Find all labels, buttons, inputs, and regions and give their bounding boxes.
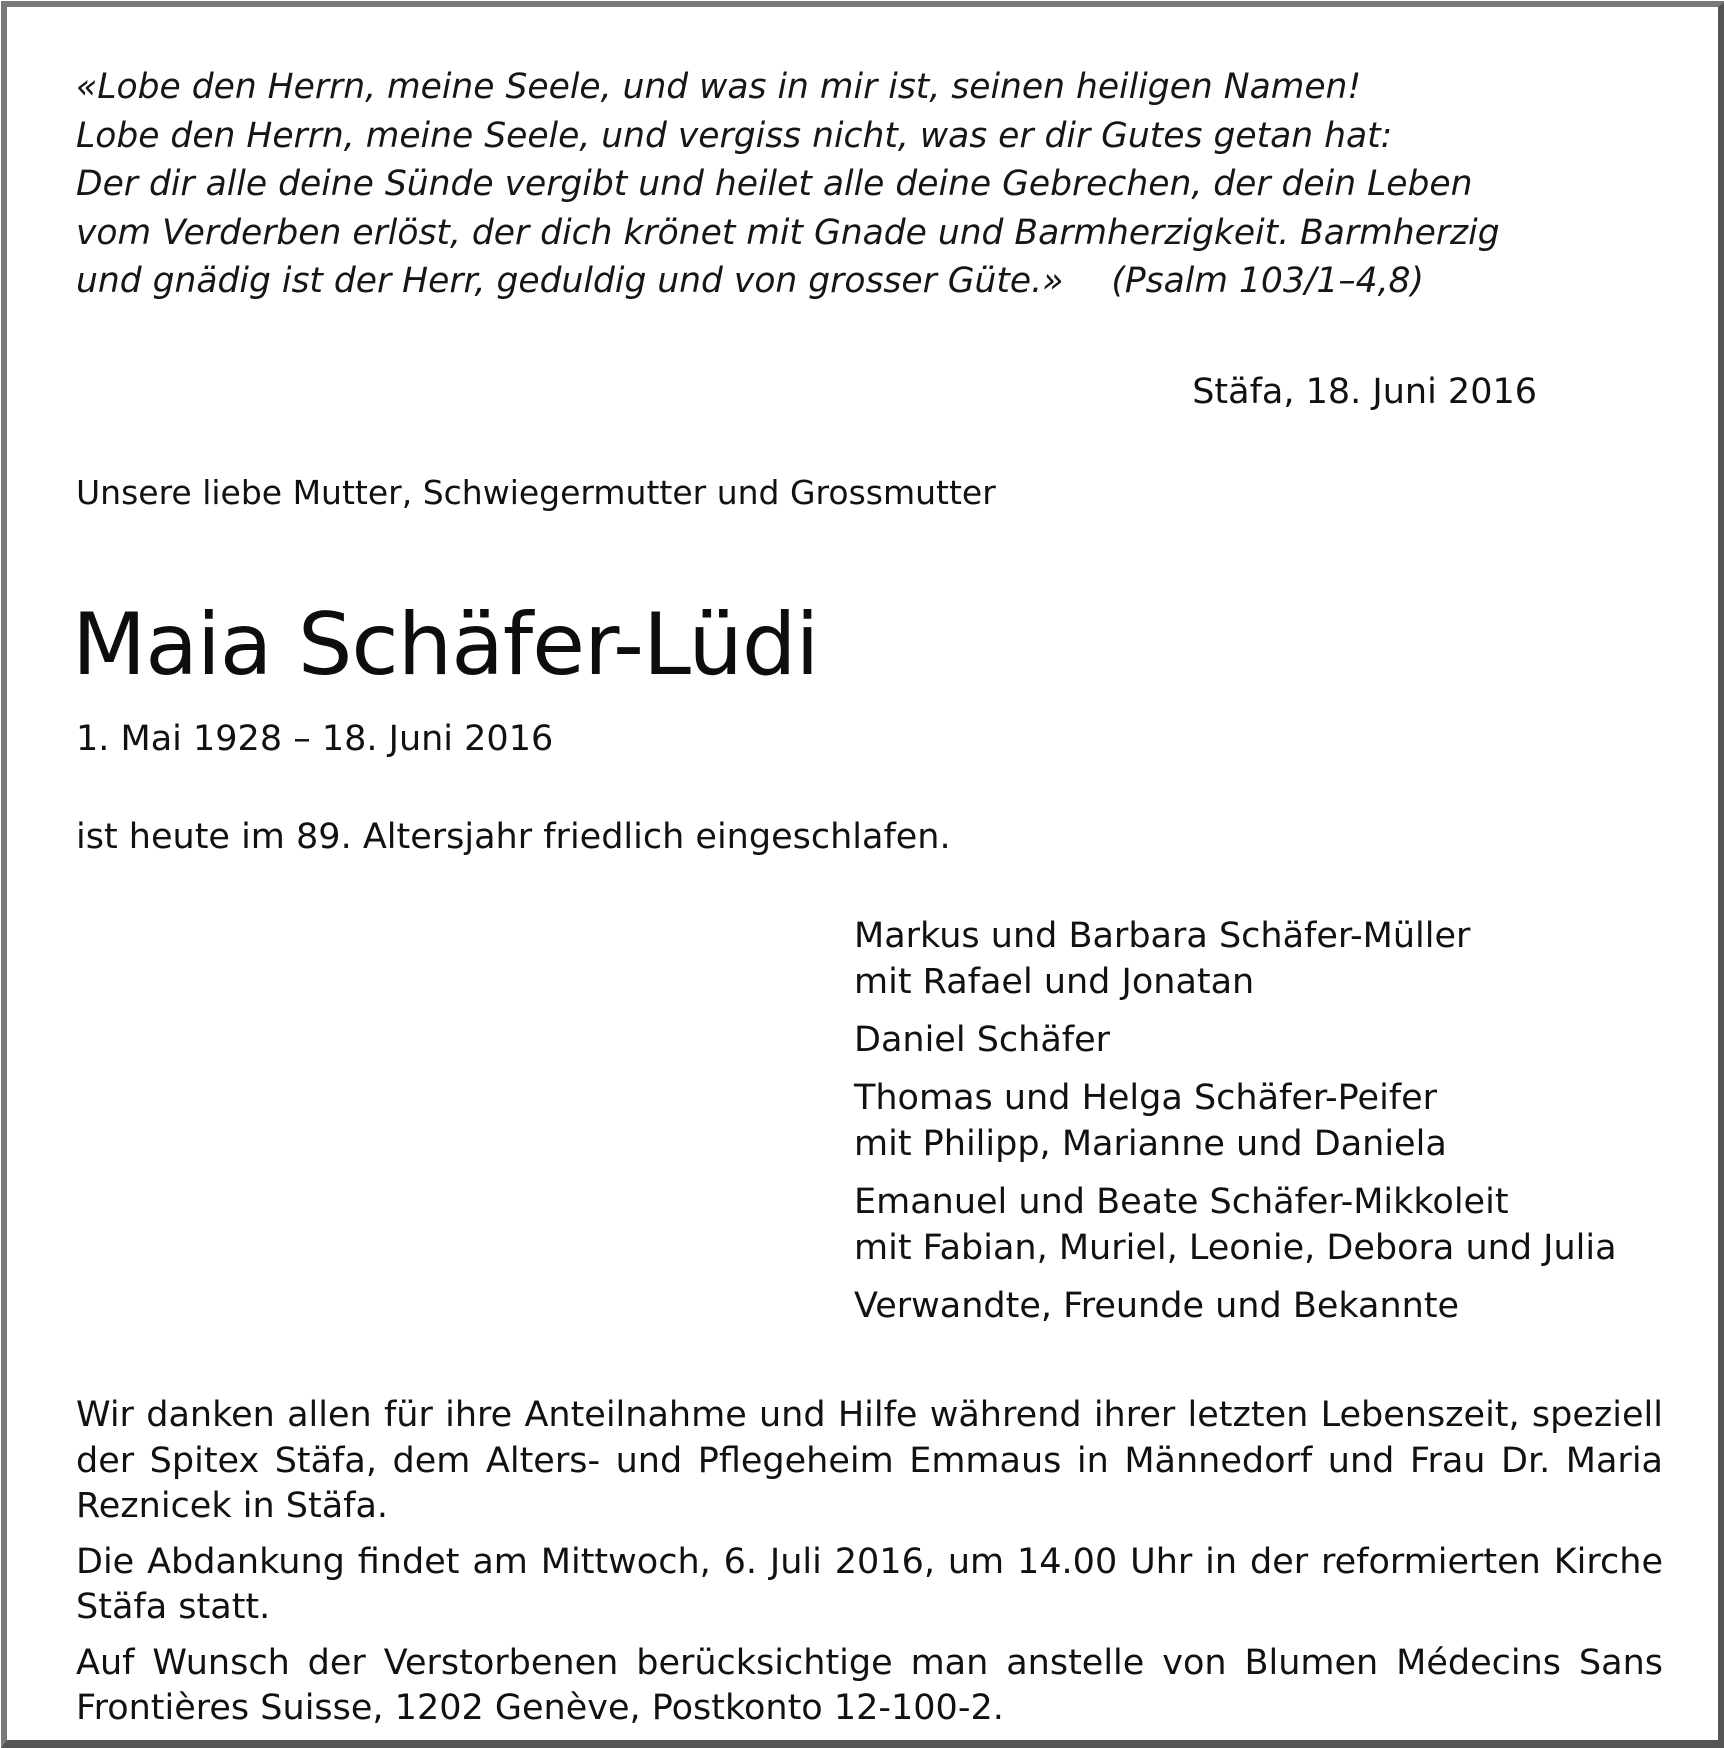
passed-statement: ist heute im 89. Altersjahr friedlich eingeschlafen. [76, 817, 951, 857]
psalm-line: Lobe den Herrn, meine Seele, und vergiss nicht, was er dir Gutes getan hat: [76, 115, 1393, 156]
mourner-line: Thomas und Helga Schäfer-Peifer [854, 1078, 1438, 1118]
mourner-line: mit Philipp, Marianne und Daniela [854, 1124, 1447, 1164]
psalm-line: «Lobe den Herrn, meine Seele, und was in mir ist, seinen heiligen Namen! [76, 67, 1362, 107]
notice-frame [1, 1, 1724, 1748]
donation-paragraph: Auf Wunsch der Verstorbenen berücksichtige man anstelle von Blumen Médecins Sans Frontières Suisse, 1202 Genève, Postkonto 12-100-2. [76, 1642, 1663, 1728]
psalm-line-text: und gnädig ist der Herr, geduldig und von grosser Güte.» [76, 261, 1064, 301]
mourner-line: mit Rafael und Jonatan [854, 962, 1255, 1002]
closing-text [76, 1393, 1663, 1742]
life-dates: 1. Mai 1928 – 18. Juni 2016 [76, 719, 554, 759]
thanks-paragraph: Wir danken allen für ihre Anteilnahme und Hilfe während ihrer letzten Lebenszeit, speziell der Spitex Stäfa, dem Alters- und Pflegeheim Emmaus in Männedorf und Frau Dr. Maria Reznicek in Stäfa. [76, 1395, 1663, 1526]
notice-content [72, 63, 1663, 1728]
mourner-group [854, 913, 1617, 1005]
psalm-quote [76, 63, 1663, 306]
mourner-line: mit Fabian, Muriel, Leonie, Debora und Julia [854, 1228, 1617, 1268]
funeral-paragraph: Die Abdankung findet am Mittwoch, 6. Juli 2016, um 14.00 Uhr in der reformierten Kirche Stäfa statt. [76, 1541, 1663, 1627]
mourner-group [854, 1075, 1617, 1167]
mourner-group [854, 1283, 1617, 1329]
psalm-line: Der dir alle deine Sünde vergibt und heilet alle deine Gebrechen, der dein Leben [76, 164, 1473, 204]
mourner-group [854, 1179, 1617, 1271]
mourners-list [854, 913, 1617, 1341]
mourner-line: Emanuel und Beate Schäfer-Mikkoleit [854, 1182, 1509, 1222]
intro-line: Unsere liebe Mutter, Schwiegermutter und Grossmutter [76, 473, 996, 512]
mourner-line: Markus und Barbara Schäfer-Müller [854, 916, 1471, 956]
mourner-line: Daniel Schäfer [854, 1020, 1111, 1060]
psalm-line: vom Verderben erlöst, der dich krönet mit Gnade und Barmherzigkeit. Barmherzig [76, 212, 1500, 253]
psalm-line-last [76, 257, 1663, 306]
deceased-name: Maia Schäfer-Lüdi [72, 595, 819, 695]
place-date: Stäfa, 18. Juni 2016 [1192, 372, 1537, 412]
mourner-line: Verwandte, Freunde und Bekannte [854, 1286, 1460, 1326]
mourner-group [854, 1017, 1617, 1063]
psalm-reference: (Psalm 103/1–4,8) [1111, 261, 1424, 301]
